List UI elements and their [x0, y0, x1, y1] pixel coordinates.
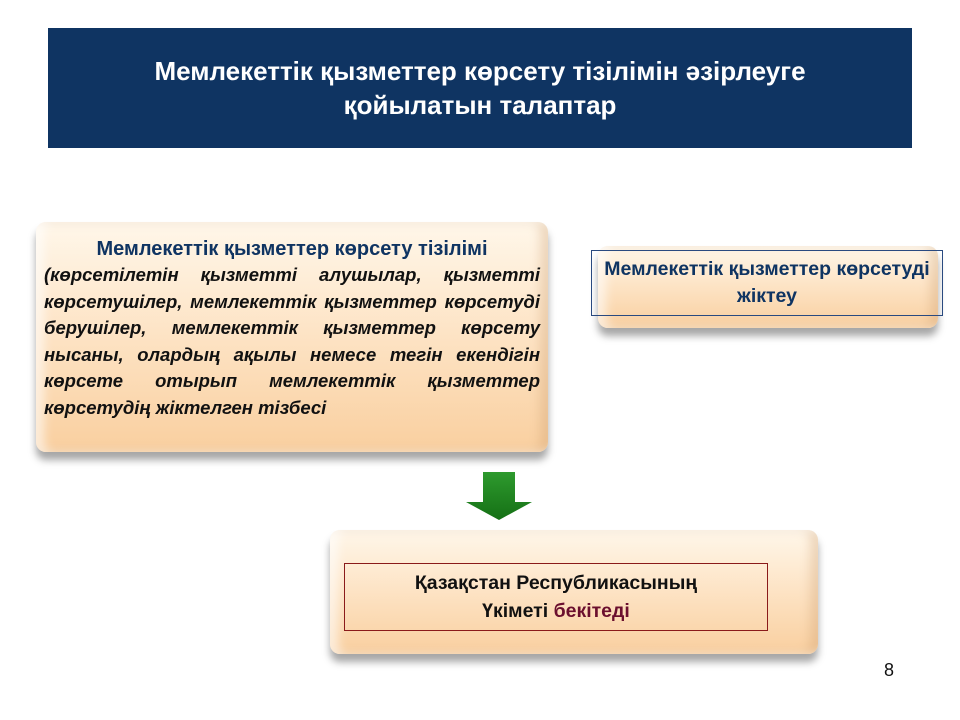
- registry-heading: Мемлекеттік қызметтер көрсету тізілімі: [96, 238, 488, 260]
- approval-line1: Қазақстан Республикасының: [414, 572, 698, 594]
- approval-frame: [344, 563, 768, 631]
- approval-subject: Үкіметі: [482, 600, 554, 622]
- slide-title: [48, 28, 912, 148]
- approval-verb: бекітеді: [553, 600, 630, 622]
- classification-frame: [591, 250, 943, 316]
- slide-title-text: Мемлекеттік қызметтер көрсету тізілімін әзірлеуге қойылатын талаптар: [154, 56, 806, 120]
- approval-line2: [415, 597, 697, 625]
- classification-text: Мемлекеттік қызметтер көрсетуді жіктеу: [604, 258, 930, 307]
- registry-description: (көрсетілетін қызметті алушылар, қызметті көрсетушілер, мемлекеттік қызметтер көрсетуді берушілер, мемлекеттік қызметтер көрсету нысаны, олардың ақылы немесе тегін екендігін көрсете отырып мемлекеттік қызметтер көрсетудің жіктелген тізбесі: [44, 264, 540, 418]
- registry-box: [36, 222, 548, 452]
- page-number: 8: [884, 660, 895, 680]
- down-arrow-icon: [466, 472, 532, 520]
